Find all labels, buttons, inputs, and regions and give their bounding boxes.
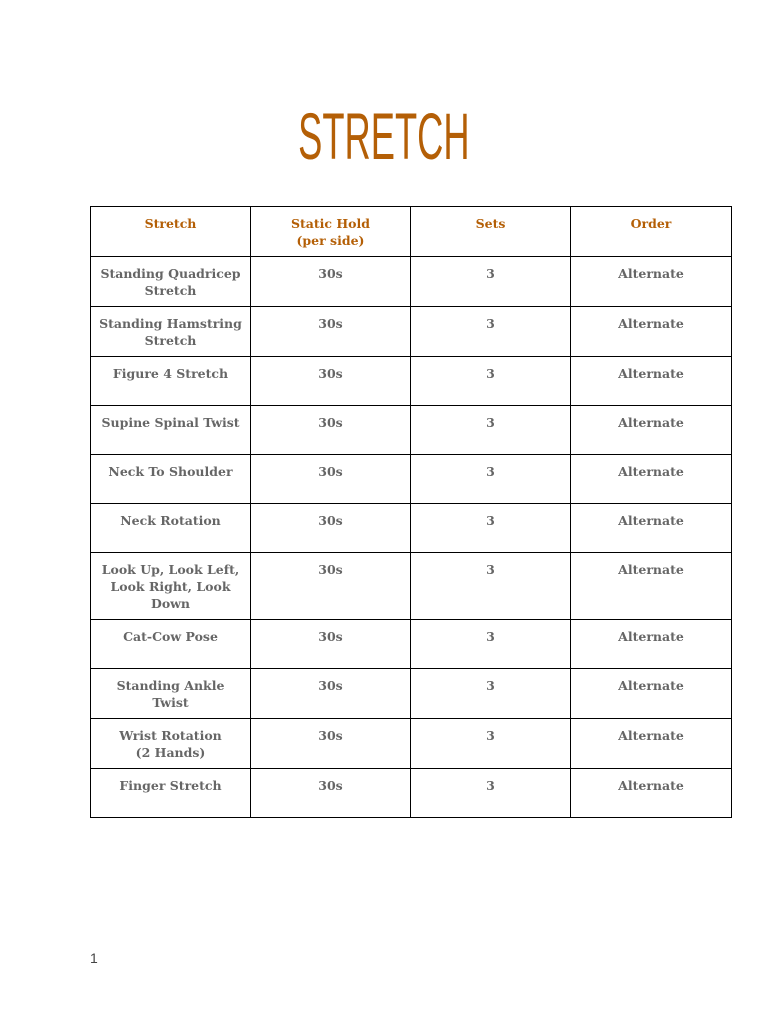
sets-cell: 3 <box>411 406 571 455</box>
sets-cell: 3 <box>411 769 571 818</box>
table-row <box>91 307 732 357</box>
static-hold-cell: 30s <box>251 719 411 769</box>
sets-cell: 3 <box>411 669 571 719</box>
static-hold-cell: 30s <box>251 553 411 620</box>
table-row <box>91 769 732 818</box>
table-row <box>91 669 732 719</box>
static-hold-cell: 30s <box>251 620 411 669</box>
order-cell: Alternate <box>571 553 732 620</box>
stretch-name-cell: Cat-Cow Pose <box>91 620 251 669</box>
table-row <box>91 719 732 769</box>
order-cell: Alternate <box>571 455 732 504</box>
stretch-name-cell: Neck Rotation <box>91 504 251 553</box>
sets-cell: 3 <box>411 553 571 620</box>
static-hold-cell: 30s <box>251 357 411 406</box>
sets-cell: 3 <box>411 504 571 553</box>
static-hold-cell: 30s <box>251 257 411 307</box>
static-hold-cell: 30s <box>251 504 411 553</box>
header-static-hold: Static Hold (per side) <box>251 207 411 257</box>
stretch-name-cell: Standing Hamstring Stretch <box>91 307 251 357</box>
static-hold-cell: 30s <box>251 455 411 504</box>
order-cell: Alternate <box>571 669 732 719</box>
header-sets: Sets <box>411 207 571 257</box>
sets-cell: 3 <box>411 620 571 669</box>
sets-cell: 3 <box>411 719 571 769</box>
order-cell: Alternate <box>571 357 732 406</box>
page-title <box>0 99 768 173</box>
stretch-name-cell: Figure 4 Stretch <box>91 357 251 406</box>
order-cell: Alternate <box>571 719 732 769</box>
order-cell: Alternate <box>571 406 732 455</box>
stretch-table <box>90 206 732 818</box>
sets-cell: 3 <box>411 257 571 307</box>
stretch-name-cell: Supine Spinal Twist <box>91 406 251 455</box>
page-title-text: STRETCH <box>298 99 470 173</box>
table-row <box>91 406 732 455</box>
header-stretch: Stretch <box>91 207 251 257</box>
sets-cell: 3 <box>411 307 571 357</box>
stretch-name-cell: Finger Stretch <box>91 769 251 818</box>
static-hold-cell: 30s <box>251 769 411 818</box>
page-number: 1 <box>90 950 98 966</box>
table-body <box>91 257 732 818</box>
sets-cell: 3 <box>411 357 571 406</box>
table-row <box>91 357 732 406</box>
table-row <box>91 620 732 669</box>
table-row <box>91 455 732 504</box>
order-cell: Alternate <box>571 504 732 553</box>
stretch-name-cell: Standing Quadricep Stretch <box>91 257 251 307</box>
static-hold-cell: 30s <box>251 406 411 455</box>
static-hold-cell: 30s <box>251 669 411 719</box>
stretch-name-cell: Wrist Rotation (2 Hands) <box>91 719 251 769</box>
order-cell: Alternate <box>571 620 732 669</box>
stretch-name-cell: Neck To Shoulder <box>91 455 251 504</box>
order-cell: Alternate <box>571 769 732 818</box>
static-hold-cell: 30s <box>251 307 411 357</box>
stretch-name-cell: Look Up, Look Left, Look Right, Look Down <box>91 553 251 620</box>
table-row <box>91 553 732 620</box>
order-cell: Alternate <box>571 307 732 357</box>
table-row <box>91 257 732 307</box>
header-order: Order <box>571 207 732 257</box>
stretch-name-cell: Standing Ankle Twist <box>91 669 251 719</box>
sets-cell: 3 <box>411 455 571 504</box>
table-header <box>91 207 732 257</box>
table-header-row <box>91 207 732 257</box>
order-cell: Alternate <box>571 257 732 307</box>
table-row <box>91 504 732 553</box>
